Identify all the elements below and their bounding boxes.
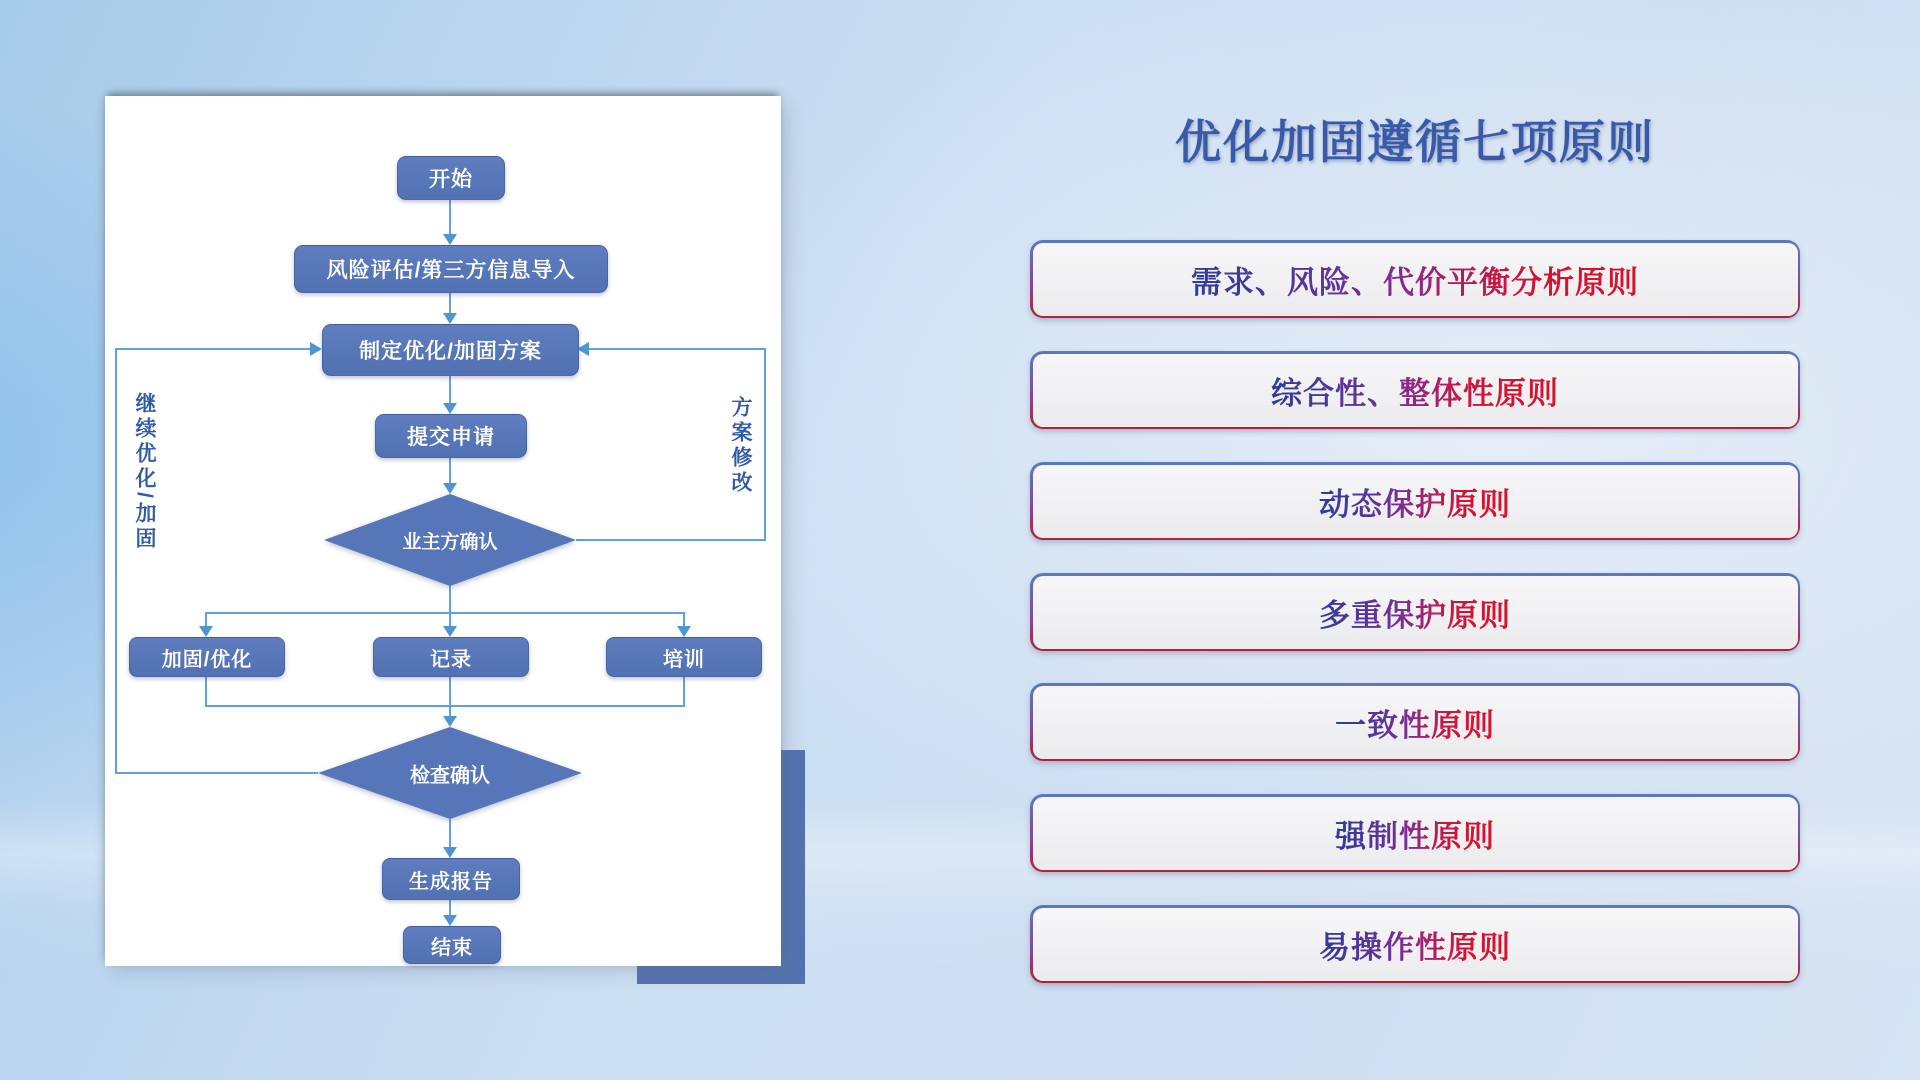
connector-line [116,772,318,774]
flow-node-label: 业主方确认 [402,531,498,553]
arrow-down-icon [443,234,457,245]
flow-node-training: 培训 [606,637,762,677]
principle-box-3 [1030,462,1800,540]
connector-line [683,675,685,706]
arrow-down-icon [199,626,213,637]
connector-line [205,705,685,707]
principle-box-4 [1030,573,1800,651]
connector-line [576,539,766,541]
principle-box-inner [1033,908,1798,981]
arrow-down-icon [677,626,691,637]
principle-box-5 [1030,683,1800,761]
principle-label: 动态保护原则 [1319,479,1511,524]
arrow-right-icon [310,342,322,356]
arrow-down-icon [443,847,457,858]
arrow-down-icon [443,313,457,324]
principle-box-inner [1033,243,1798,316]
flow-node-reinforce: 加固/优化 [129,637,285,677]
flow-node-owner-confirm [324,494,576,586]
connector-line [449,586,451,613]
connector-line [449,819,451,850]
principle-box-2 [1030,351,1800,429]
arrow-down-icon [443,716,457,727]
page-title: 优化加固遵循七项原则 [1175,116,1655,168]
principle-box-inner [1033,686,1798,759]
principle-box-inner [1033,354,1798,427]
connector-line [449,675,451,706]
connector-line [205,675,207,706]
flow-node-make-plan: 制定优化/加固方案 [322,324,579,376]
connector-line [449,456,451,486]
arrow-down-icon [443,403,457,414]
connector-line [115,348,117,774]
flow-node-record: 记录 [373,637,529,677]
flow-node-submit: 提交申请 [375,414,527,458]
principle-box-7 [1030,905,1800,983]
principle-box-inner [1033,576,1798,649]
principle-box-inner [1033,465,1798,538]
flow-node-check-confirm [318,727,582,819]
principle-label: 多重保护原则 [1319,590,1511,635]
flow-node-start: 开始 [397,156,505,200]
connector-line [117,348,311,350]
flow-node-risk-import: 风险评估/第三方信息导入 [294,245,608,293]
principle-label: 强制性原则 [1335,811,1495,856]
principle-label: 需求、风险、代价平衡分析原则 [1191,257,1639,302]
connector-line [449,198,451,236]
connector-line [449,374,451,406]
principle-box-1 [1030,240,1800,318]
principle-label: 易操作性原则 [1319,922,1511,967]
principle-label: 一致性原则 [1335,700,1495,745]
edge-label-plan-modify: 方案修改 [729,396,752,496]
principle-label: 综合性、整体性原则 [1271,368,1559,413]
flow-node-label: 检查确认 [410,764,490,787]
principle-box-inner [1033,797,1798,870]
connector-line [589,348,766,350]
arrow-down-icon [443,915,457,926]
flow-node-end: 结束 [403,926,501,964]
connector-line [205,612,685,614]
flow-node-report: 生成报告 [382,858,520,900]
arrow-down-icon [443,483,457,494]
arrow-down-icon [443,626,457,637]
principle-box-6 [1030,794,1800,872]
edge-label-continue-loop: 继续优化/加固 [133,392,156,552]
connector-line [764,348,766,541]
